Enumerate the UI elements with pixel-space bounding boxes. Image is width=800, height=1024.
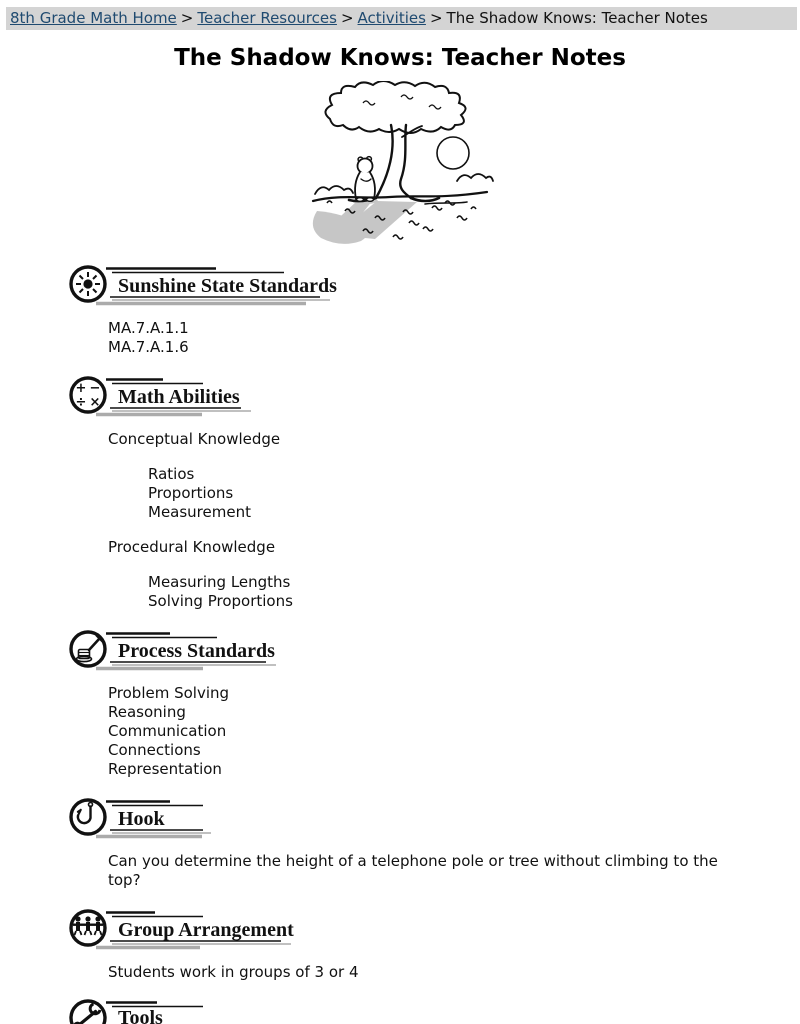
sun-outline (437, 137, 469, 169)
shadow-shapes (313, 198, 417, 244)
figure (355, 157, 375, 202)
svg-text:÷: ÷ (75, 395, 87, 410)
hook-question: Can you determine the height of a telephone pole or tree without climbing to the top? (108, 852, 718, 889)
page-title: The Shadow Knows: Teacher Notes (174, 45, 626, 71)
knowledge-items (148, 573, 800, 611)
sun-icon (76, 272, 100, 296)
process-item: Representation (108, 760, 222, 778)
standard-code: MA.7.A.1.1 (108, 319, 189, 337)
breadcrumb-separator: > (340, 9, 354, 27)
section-heading-tools: Tools (118, 1007, 163, 1024)
breadcrumb-separator: > (180, 9, 194, 27)
breadcrumb-current: The Shadow Knows: Teacher Notes (446, 9, 708, 27)
knowledge-item: Solving Proportions (148, 592, 293, 610)
knowledge-items (148, 465, 800, 522)
section-heading-math-abilities: Math Abilities (118, 386, 240, 408)
section-heading-hook: Hook (118, 808, 165, 830)
section-heading-standards: Sunshine State Standards (118, 275, 337, 297)
svg-text:+: + (75, 381, 87, 396)
svg-text:×: × (89, 395, 101, 410)
tree-canopy (325, 81, 465, 133)
section-header-math-abilities (66, 373, 800, 417)
process-item: Connections (108, 741, 201, 759)
standards-codes (108, 319, 800, 357)
section-heading-group-arrangement: Group Arrangement (118, 919, 294, 941)
section-header-hook (66, 795, 800, 839)
process-item: Reasoning (108, 703, 186, 721)
breadcrumb-link-activities[interactable]: Activities (357, 9, 426, 27)
knowledge-item: Ratios (148, 465, 195, 483)
group-arrangement-text: Students work in groups of 3 or 4 (108, 963, 359, 981)
breadcrumb-link-teacher-resources[interactable]: Teacher Resources (197, 9, 337, 27)
section-heading-process-standards: Process Standards (118, 640, 275, 662)
knowledge-item: Measuring Lengths (148, 573, 291, 591)
knowledge-item: Proportions (148, 484, 234, 502)
standard-code: MA.7.A.1.6 (108, 338, 189, 356)
section-header-sunshine-state-standards (66, 262, 800, 306)
math-abilities-content (108, 430, 800, 611)
breadcrumb-link-home[interactable]: 8th Grade Math Home (10, 9, 177, 27)
section-header-process-standards (66, 627, 800, 671)
knowledge-group-title: Procedural Knowledge (108, 538, 276, 556)
shadow-tree-illustration (305, 81, 495, 246)
breadcrumb-separator: > (429, 9, 443, 27)
section-header-group-arrangement (66, 906, 800, 950)
svg-text:−: − (89, 381, 101, 396)
knowledge-group-title: Conceptual Knowledge (108, 430, 281, 448)
breadcrumb (6, 7, 797, 30)
process-item: Communication (108, 722, 227, 740)
knowledge-item: Measurement (148, 503, 251, 521)
section-header-tools (66, 996, 800, 1024)
process-standards-list (108, 684, 800, 779)
process-item: Problem Solving (108, 684, 230, 702)
